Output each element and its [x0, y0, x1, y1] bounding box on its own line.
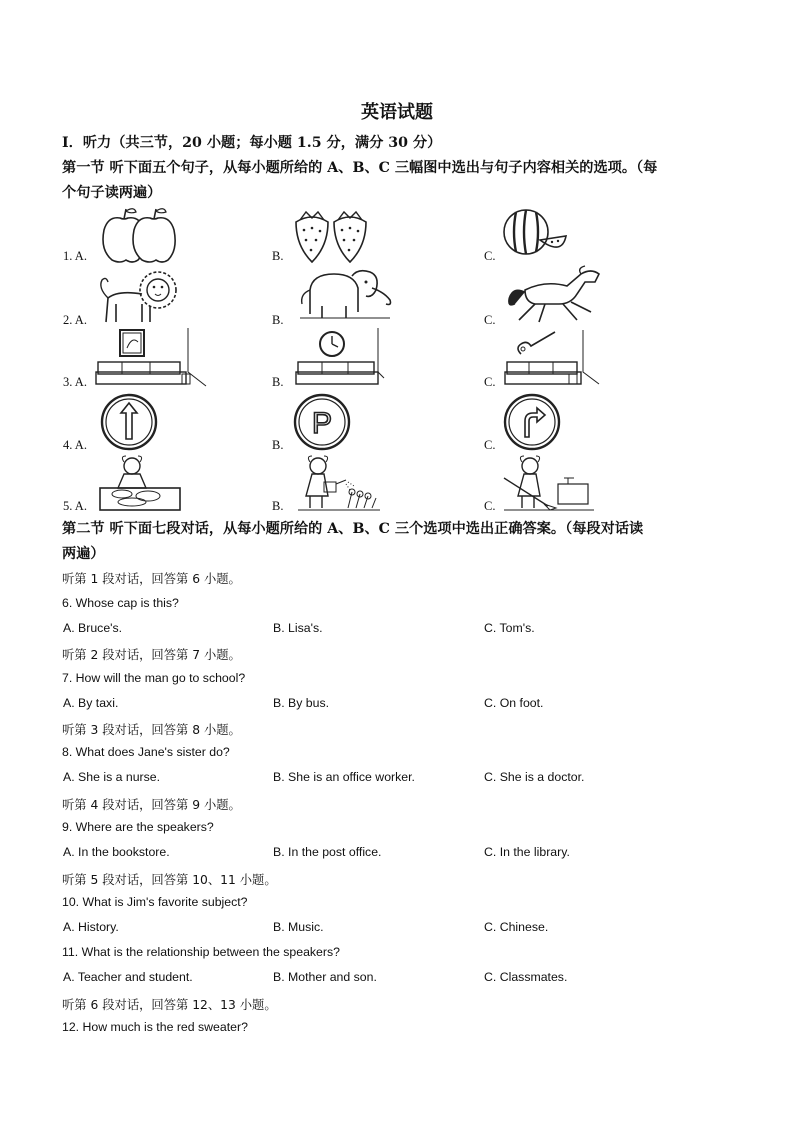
part1-instruction-line2: 个句子读两遍） [62, 185, 162, 201]
answer-option-c: C. On foot. [484, 696, 544, 710]
girl-washing-dishes-icon [92, 454, 188, 512]
option-label: B. [272, 438, 284, 452]
question: 12. How much is the red sweater? [62, 1020, 248, 1034]
dialogue-instruction: 听第 2 段对话，回答第 7 小题。 [62, 648, 241, 662]
option-label: 4. A. [63, 438, 87, 452]
answer-option-a: A. History. [63, 920, 119, 934]
option-label: C. [484, 438, 496, 452]
horse-icon [505, 264, 603, 324]
option-label: B. [272, 249, 284, 263]
option-label: C. [484, 375, 496, 389]
right-turn-sign-icon [503, 393, 561, 451]
page-title: 英语试题 [361, 102, 433, 123]
dialogue-instruction: 听第 3 段对话，回答第 8 小题。 [62, 723, 241, 737]
lion-icon [98, 268, 186, 326]
answer-option-a: A. In the bookstore. [63, 845, 170, 859]
girl-sweeping-floor-icon [502, 454, 596, 512]
answer-option-a: A. By taxi. [63, 696, 119, 710]
answer-option-c: C. In the library. [484, 845, 570, 859]
answer-option-c: C. She is a doctor. [484, 770, 585, 784]
answer-option-a: A. She is a nurse. [63, 770, 161, 784]
question: 6. Whose cap is this? [62, 596, 179, 610]
sofa-with-clock-icon [292, 328, 384, 390]
option-label: 2. A. [63, 313, 87, 327]
answer-option-c: C. Classmates. [484, 970, 568, 984]
option-label: 3. A. [63, 375, 87, 389]
answer-option-c: C. Tom's. [484, 621, 535, 635]
straight-arrow-sign-icon [100, 393, 158, 451]
sofa-with-painting-icon [92, 328, 208, 390]
parking-sign-icon [293, 393, 351, 451]
dialogue-instruction: 听第 5 段对话，回答第 10、11 小题。 [62, 873, 277, 887]
answer-option-a: A. Teacher and student. [63, 970, 193, 984]
sofa-with-guitar-icon [503, 328, 601, 390]
question: 8. What does Jane's sister do? [62, 745, 230, 759]
answer-option-c: C. Chinese. [484, 920, 549, 934]
answer-option-b: B. Lisa's. [273, 621, 323, 635]
option-label: C. [484, 499, 496, 513]
girl-watering-flowers-icon [294, 454, 382, 512]
part2-instruction-line2: 两遍） [62, 546, 105, 562]
option-label: B. [272, 375, 284, 389]
dialogue-instruction: 听第 6 段对话，回答第 12、13 小题。 [62, 998, 277, 1012]
answer-option-b: B. She is an office worker. [273, 770, 415, 784]
parking-letter: P [311, 407, 333, 440]
answer-option-a: A. Bruce's. [63, 621, 123, 635]
option-label: C. [484, 313, 496, 327]
question: 11. What is the relationship between the speakers? [62, 945, 340, 959]
answer-option-b: B. By bus. [273, 696, 330, 710]
apples-icon [98, 206, 180, 264]
option-label: B. [272, 313, 284, 327]
part1-instruction-line1: 第一节 听下面五个句子，从每小题所给的 A、B、C 三幅图中选出与句子内容相关的选项。（每 [62, 160, 658, 176]
strawberries-icon [292, 206, 372, 264]
elephant-icon [296, 266, 394, 326]
question: 10. What is Jim's favorite subject? [62, 895, 248, 909]
option-label: 1. A. [63, 249, 87, 263]
question: 7. How will the man go to school? [62, 671, 246, 685]
option-label: 5. A. [63, 499, 87, 513]
dialogue-instruction: 听第 4 段对话，回答第 9 小题。 [62, 798, 241, 812]
answer-option-b: B. Mother and son. [273, 970, 377, 984]
answer-option-b: B. Music. [273, 920, 324, 934]
question: 9. Where are the speakers? [62, 820, 214, 834]
section-heading: Ⅰ．听力（共三节，20 小题；每小题 1.5 分，满分 30 分） [62, 135, 442, 151]
answer-option-b: B. In the post office. [273, 845, 382, 859]
option-label: C. [484, 249, 496, 263]
part2-instruction-line1: 第二节 听下面七段对话，从每小题所给的 A、B、C 三个选项中选出正确答案。（每段对话读 [62, 521, 644, 537]
option-label: B. [272, 499, 284, 513]
watermelon-icon [502, 206, 568, 260]
dialogue-instruction: 听第 1 段对话，回答第 6 小题。 [62, 572, 241, 586]
